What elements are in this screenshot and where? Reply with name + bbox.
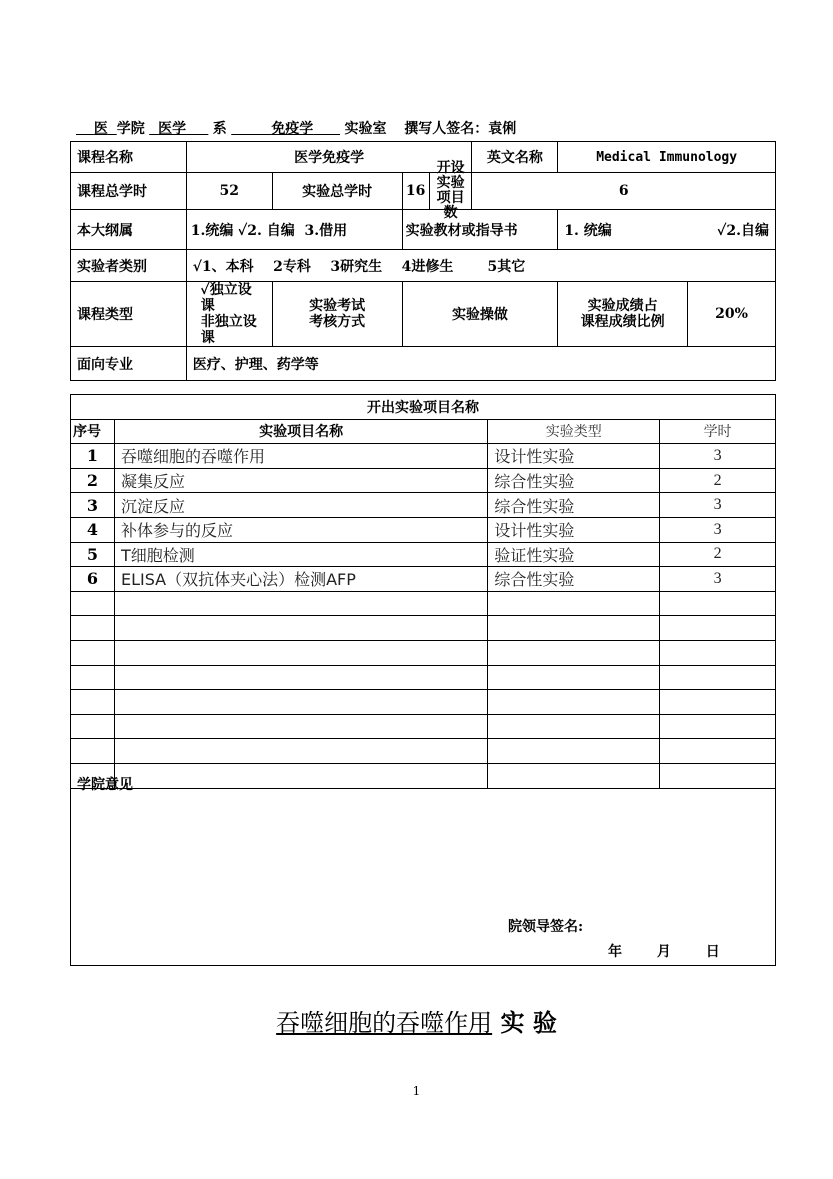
dept-label: 系 <box>212 121 227 137</box>
col-hours-header: 学时 <box>660 419 776 444</box>
project-name <box>114 665 487 690</box>
exam-label-line1: 实验考试 <box>309 298 366 314</box>
course-type-independent: ✓独立设课 <box>200 282 252 314</box>
project-hours <box>660 591 776 616</box>
project-no: 1 <box>71 444 115 469</box>
project-type: 验证性实验 <box>488 542 660 567</box>
project-no: 5 <box>71 542 115 567</box>
project-type <box>488 739 660 764</box>
project-hours <box>660 739 776 764</box>
project-row <box>71 468 776 493</box>
project-no <box>71 714 115 739</box>
project-hours: 3 <box>660 567 776 592</box>
college-opinion-box <box>70 766 776 966</box>
project-type <box>488 665 660 690</box>
project-row <box>71 640 776 665</box>
project-row <box>71 567 776 592</box>
textbook-value-2: ✓2.自编 <box>717 222 769 239</box>
doc-title-main: 吞噬细胞的吞噬作用 <box>276 1009 493 1037</box>
project-name: T细胞检测 <box>114 542 487 567</box>
ratio-value: 20% <box>688 282 776 347</box>
project-name: ELISA（双抗体夹心法）检测AFP <box>114 567 487 592</box>
project-hours: 3 <box>660 444 776 469</box>
project-hours <box>660 665 776 690</box>
project-hours <box>660 714 776 739</box>
project-name <box>114 690 487 715</box>
course-name-label: 课程名称 <box>71 142 187 173</box>
project-type: 综合性实验 <box>488 493 660 518</box>
total-hours: 52 <box>186 173 272 210</box>
english-name-label: 英文名称 <box>472 142 558 173</box>
leader-signature-label: 院领导签名: <box>508 919 584 935</box>
project-no <box>71 591 115 616</box>
college-label: 学院 <box>116 121 145 137</box>
dept-name: 医学 <box>158 121 187 137</box>
project-name <box>114 591 487 616</box>
project-name <box>114 714 487 739</box>
project-row <box>71 444 776 469</box>
project-type: 综合性实验 <box>488 567 660 592</box>
project-no <box>71 690 115 715</box>
project-no <box>71 640 115 665</box>
lab-label: 实验室 <box>344 121 387 137</box>
doc-title <box>0 1003 833 1038</box>
project-hours <box>660 690 776 715</box>
lab-count-label-line1: 开设实验 <box>436 160 465 191</box>
course-type-cell <box>186 282 272 347</box>
page-number: 1 <box>412 1084 421 1098</box>
col-name-header: 实验项目名称 <box>114 419 487 444</box>
project-row <box>71 714 776 739</box>
project-section-title: 开出实验项目名称 <box>71 395 776 420</box>
college-name: 医 <box>93 121 108 137</box>
exam-label-cell <box>272 282 402 347</box>
writer-signature: 撰写人签名：袁俐 <box>404 121 517 137</box>
project-name: 补体参与的反应 <box>114 517 487 542</box>
project-type <box>488 591 660 616</box>
project-hours <box>660 640 776 665</box>
student-type-value: √1、本科 2专科 3研究生 4进修生 5其它 <box>186 250 775 282</box>
lab-hours-cell <box>402 160 472 221</box>
english-name: Medical Immunology <box>558 142 776 173</box>
project-name: 沉淀反应 <box>114 493 487 518</box>
major-value: 医疗、护理、药学等 <box>186 347 775 381</box>
course-name: 医学免疫学 <box>186 142 472 173</box>
lab-hours-label: 实验总学时 <box>272 173 402 210</box>
project-hours: 2 <box>660 468 776 493</box>
project-type <box>488 616 660 641</box>
project-hours: 3 <box>660 517 776 542</box>
lab-count-label <box>429 160 472 221</box>
project-row <box>71 739 776 764</box>
col-no-header: 序号 <box>71 419 115 444</box>
project-type <box>488 690 660 715</box>
total-hours-label: 课程总学时 <box>71 173 187 210</box>
project-name <box>114 640 487 665</box>
lab-count-label-line2: 项目数 <box>436 190 465 221</box>
project-no <box>71 739 115 764</box>
project-hours: 3 <box>660 493 776 518</box>
ratio-label-line2: 课程成绩比例 <box>580 314 665 330</box>
project-no <box>71 616 115 641</box>
project-no: 6 <box>71 567 115 592</box>
course-info-table <box>70 141 776 381</box>
project-row <box>71 591 776 616</box>
textbook-value-1: 1. 统编 <box>564 222 612 239</box>
project-row <box>71 493 776 518</box>
textbook-label: 实验教材或指导书 <box>402 210 558 250</box>
project-no: 4 <box>71 517 115 542</box>
col-type-header: 实验类型 <box>488 419 660 444</box>
project-row <box>71 517 776 542</box>
ratio-label-cell <box>558 282 688 347</box>
outline-value: 1.统编 ✓2. 自编 3.借用 <box>186 210 402 250</box>
course-type-dependent: 非独立设课 <box>200 314 257 346</box>
project-row <box>71 690 776 715</box>
project-name <box>114 616 487 641</box>
outline-label: 本大纲属 <box>71 210 187 250</box>
course-type-label: 课程类型 <box>71 282 187 347</box>
project-hours <box>660 616 776 641</box>
project-type <box>488 640 660 665</box>
project-type: 设计性实验 <box>488 444 660 469</box>
project-no: 2 <box>71 468 115 493</box>
project-table <box>70 394 776 789</box>
lab-name: 免疫学 <box>271 121 314 137</box>
ratio-label-line1: 实验成绩占 <box>587 298 658 314</box>
textbook-value-cell <box>558 210 776 250</box>
major-label: 面向专业 <box>71 347 187 381</box>
project-no <box>71 665 115 690</box>
project-type: 设计性实验 <box>488 517 660 542</box>
exam-label-line2: 考核方式 <box>309 314 366 330</box>
opinion-label: 学院意见 <box>77 777 133 793</box>
exam-value: 实验操做 <box>402 282 558 347</box>
header-line <box>76 118 776 138</box>
lab-hours: 16 <box>405 183 426 199</box>
project-row <box>71 616 776 641</box>
doc-title-suffix: 实 验 <box>492 1008 557 1037</box>
project-type: 综合性实验 <box>488 468 660 493</box>
project-name: 吞噬细胞的吞噬作用 <box>114 444 487 469</box>
project-name: 凝集反应 <box>114 468 487 493</box>
project-no: 3 <box>71 493 115 518</box>
project-name <box>114 739 487 764</box>
student-type-label: 实验者类别 <box>71 250 187 282</box>
project-hours: 2 <box>660 542 776 567</box>
project-row <box>71 665 776 690</box>
date-label: 年 月 日 <box>608 944 720 960</box>
project-row <box>71 542 776 567</box>
lab-count: 6 <box>472 173 776 210</box>
project-type <box>488 714 660 739</box>
